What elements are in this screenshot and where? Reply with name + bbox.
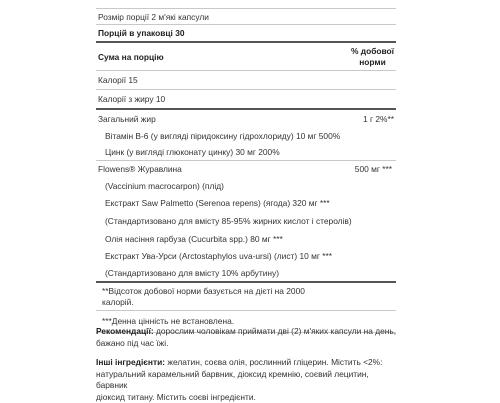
total-fat-row — [96, 110, 396, 128]
cranberry-row — [96, 161, 396, 177]
uva-ursi: Екстракт Ува-Урси (Arctostaphylos uva-ursi) (лист) 10 мг *** — [105, 251, 333, 261]
uva-ursi-std-row — [96, 265, 396, 283]
vitamin-b6: Вітамін В-6 (у вигляді піридоксину гідрохлориду) 10 мг 500% — [105, 131, 341, 141]
pumpkin-oil: Олія насіння гарбуза (Cucurbita spp.) 80 мг *** — [105, 233, 283, 244]
total-fat-label: Загальний жир — [98, 114, 156, 124]
calories-row — [96, 71, 396, 90]
uva-ursi-row — [96, 247, 396, 265]
zinc: Цинк (у вигляді глюконату цинку) 30 мг 200% — [105, 147, 280, 157]
servings-per-container-row — [96, 25, 396, 43]
servings-per-container: Порцій в упаковці 30 — [98, 28, 185, 38]
header-amount: Сума на порцію — [98, 51, 164, 62]
footnote-dv-row — [96, 283, 396, 311]
footnote-no-daily-value: ***Денна цінність не встановлена. — [102, 316, 235, 326]
saw-palmetto-std-row — [96, 212, 396, 230]
other-ingredients-line3: діоксид титану. Містить соєві інгредієнти. — [96, 391, 256, 402]
cranberry-value: 500 мг *** — [354, 164, 392, 174]
uva-ursi-std: (Стандартизовано для вмісту 10% арбутину) — [105, 268, 279, 278]
other-ingredients-label: Інші інгредієнти: — [96, 357, 166, 367]
recommendations-label: Рекомендації: — [96, 326, 154, 336]
cranberry-latin: (Vaccinium macrocarpon) (плід) — [105, 180, 224, 191]
pumpkin-oil-row — [96, 230, 396, 247]
other-ingredients-line2: натуральний карамельний барвник, діоксид кремнію, соєвий лецитин, барвник — [96, 368, 369, 390]
supplement-facts-table — [96, 8, 396, 333]
other-ingredients-line1: желатин, соєва олія, рослинний гліцерин. Містить <2%: — [165, 357, 383, 367]
serving-size: Розмір порції 2 м'які капсули — [98, 11, 209, 22]
calories: Калорії 15 — [98, 75, 138, 85]
vitamin-b6-row — [96, 128, 396, 144]
serving-size-row — [96, 8, 396, 25]
footnote-daily-value: **Відсоток добової норми базується на дієті на 2000 калорій. — [102, 285, 305, 307]
cranberry-label: Flowens® Журавлина — [98, 164, 182, 174]
recommendations-line2: бажано під час їжі. — [96, 337, 169, 348]
saw-palmetto-std: (Стандартизовано для вмісту 85-95% жирних кислот і стеролів) — [105, 216, 352, 226]
recommendations-line1: дорослим чоловікам приймати дві (2) м'яких капсули на день, — [153, 326, 397, 336]
calories-from-fat-row — [96, 90, 396, 110]
other-ingredients — [96, 357, 400, 403]
cranberry-latin-row — [96, 177, 396, 194]
saw-palmetto-row — [96, 194, 396, 212]
total-fat-value: 1 г 2%** — [363, 114, 394, 124]
calories-from-fat: Калорії з жиру 10 — [98, 94, 166, 104]
saw-palmetto: Екстракт Saw Palmetto (Serenoa repens) (ягода) 320 мг *** — [105, 198, 330, 208]
table-header-row — [96, 43, 396, 71]
header-daily-value: % добової норми — [350, 45, 394, 67]
zinc-row — [96, 144, 396, 161]
recommendations — [96, 326, 400, 349]
